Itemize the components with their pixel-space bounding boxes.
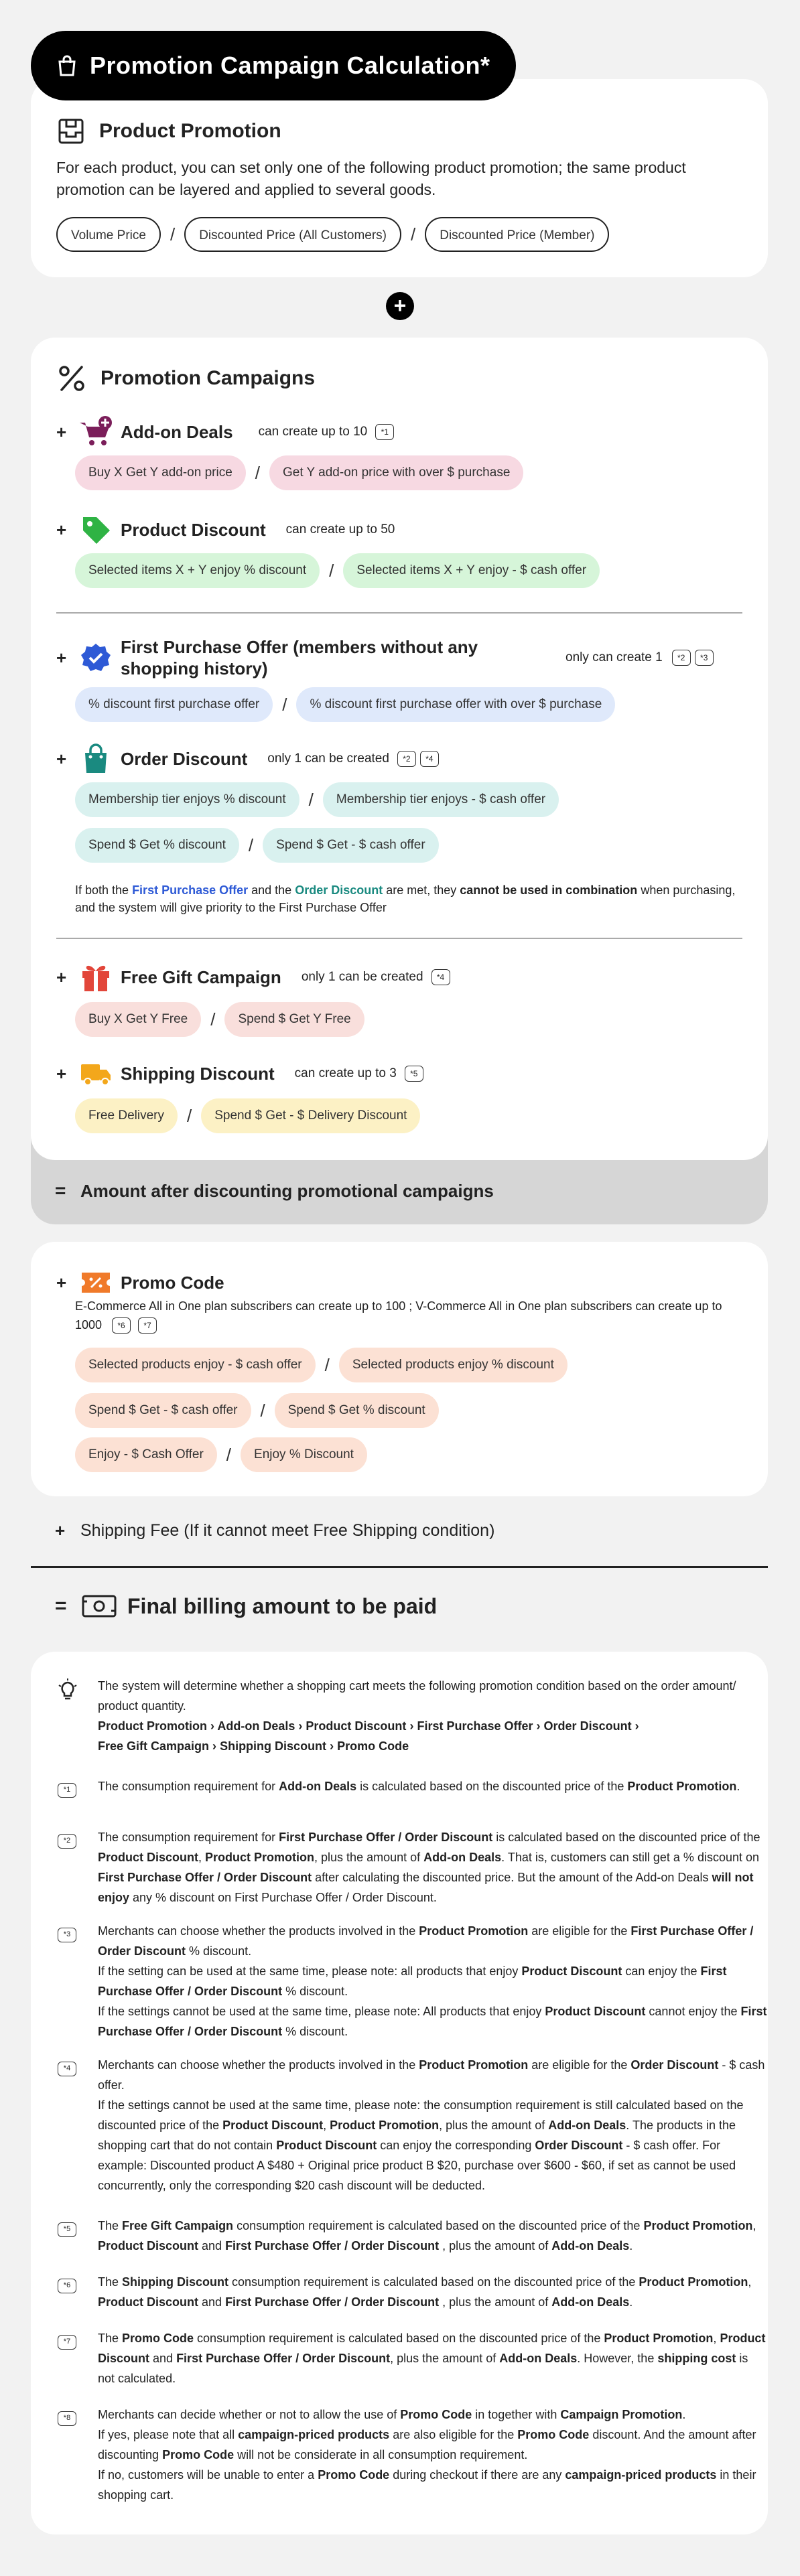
order-discount-limit: only 1 can be created xyxy=(267,752,389,766)
first-purchase-limit: only can create 1 xyxy=(565,650,663,664)
free-gift-option: Buy X Get Y Free xyxy=(75,1002,201,1037)
tag-icon xyxy=(78,513,114,547)
separator: / xyxy=(324,1354,330,1375)
addon-option: Get Y add-on price with over $ purchase xyxy=(269,455,523,490)
page-title: Promotion Campaign Calculation* xyxy=(90,52,490,79)
promo-option: Enjoy - $ Cash Offer xyxy=(75,1437,217,1472)
note-badge: *7 xyxy=(138,1317,157,1334)
separator: / xyxy=(248,835,254,855)
bag-icon xyxy=(55,54,79,78)
notes-intro: The system will determine whether a shopping cart meets the following promotion condition based on the order amount/ product quantity. Product Promotion › Add-on Deals › Product Discount › First Purchase Offer › Order Discount › Free Gift Campaign › Shipping Discount › Promo Code xyxy=(98,1679,736,1753)
divider xyxy=(56,938,742,939)
promo-option: Spend $ Get - $ cash offer xyxy=(75,1393,251,1428)
note-2: The consumption requirement for First Purchase Offer / Order Discount is calculated based on the discounted price of the Product Discount, Product Promotion, plus the amount of Add-on Deals. That is, customers can still get a % discount on First Purchase Offer / Order Discount after calculating the discounted price. But the amount of the Add-on Deals will not enjoy any % discount on First Purchase Offer / Order Discount. xyxy=(98,1831,760,1904)
order-discount-title: Order Discount xyxy=(121,748,248,769)
divider xyxy=(56,612,742,614)
note-badge: *2 xyxy=(58,1834,76,1849)
truck-icon xyxy=(78,1057,114,1090)
product-discount-option: Selected items X + Y enjoy % discount xyxy=(75,553,320,588)
order-discount-option: Membership tier enjoys % discount xyxy=(75,782,299,817)
cart-plus-icon xyxy=(78,415,114,449)
amount-after-label: Amount after discounting promotional campaigns xyxy=(80,1180,494,1201)
promo-code-desc: E-Commerce All in One plan subscribers can create up to 100 ; V-Commerce All in One plan subscribers can create up to 1000 *6 *7 xyxy=(75,1297,752,1334)
plus-sign: + xyxy=(55,1520,66,1541)
note-badge: *3 xyxy=(695,650,714,666)
first-purchase-title: First Purchase Offer (members without any shopping history) xyxy=(121,637,478,678)
separator: / xyxy=(329,560,334,581)
product-promotion-card xyxy=(31,79,768,277)
addon-limit: can create up to 10 xyxy=(258,425,368,439)
separator: / xyxy=(255,462,260,483)
note-1: The consumption requirement for Add-on Deals is calculated based on the discounted price of the Product Promotion. xyxy=(98,1780,740,1793)
separator: / xyxy=(226,1444,232,1465)
verified-badge-icon xyxy=(78,641,114,674)
cash-icon xyxy=(80,1593,118,1620)
product-promotion-title: Product Promotion xyxy=(99,120,281,142)
equals-sign: = xyxy=(55,1180,66,1201)
note-4: Merchants can choose whether the products involved in the Product Promotion are eligible for the Order Discount - $ cash offer. If the settings cannot be used at the same time, please note: the consumption requirement is still calculated based on the discounted price of the Product Discount, Product Promotion, plus the amount of Add-on Deals. The products in the shopping cart that do not contain Product Discount can enjoy the corresponding Order Discount - $ cash offer. For example: Discounted product A $480 + Original price product B $20, purchase over $600 - $60, if set as cannot be used concurrently, only the corresponding $20 cash discount will be deducted. xyxy=(98,2058,765,2192)
first-purchase-option: % discount first purchase offer xyxy=(75,687,273,722)
order-discount-option: Membership tier enjoys - $ cash offer xyxy=(323,782,559,817)
plus-sign: + xyxy=(56,748,67,769)
note-badge: *2 xyxy=(672,650,691,666)
shopping-bag-icon xyxy=(78,742,114,776)
plus-sign: + xyxy=(56,421,67,442)
shipping-option: Free Delivery xyxy=(75,1098,178,1133)
note-badge: *1 xyxy=(58,1783,76,1798)
lightbulb-icon xyxy=(58,1678,78,1705)
combo-note: If both the First Purchase Offer and the Order Discount are met, they cannot be used in combination when purchasing, and the system will give priority to the First Purchase Offer xyxy=(75,883,736,914)
order-discount-option: Spend $ Get % discount xyxy=(75,828,239,863)
separator: / xyxy=(282,694,287,715)
plus-sign: + xyxy=(56,967,67,987)
product-discount-limit: can create up to 50 xyxy=(285,522,395,536)
gift-icon xyxy=(78,960,114,994)
percent-icon xyxy=(56,363,87,394)
promo-option: Selected products enjoy % discount xyxy=(339,1348,568,1382)
separator: / xyxy=(411,224,416,244)
note-badge: *4 xyxy=(431,969,450,985)
separator: / xyxy=(170,224,176,244)
addon-title: Add-on Deals xyxy=(121,421,233,442)
plus-circle-icon: + xyxy=(386,292,414,320)
note-badge: *2 xyxy=(397,751,416,767)
note-badge: *4 xyxy=(58,2062,76,2076)
equals-sign: = xyxy=(55,1595,67,1617)
shipping-fee-label: Shipping Fee (If it cannot meet Free Shipping condition) xyxy=(80,1521,495,1540)
discounted-price-all-option: Discounted Price (All Customers) xyxy=(184,217,401,252)
promo-option: Selected products enjoy - $ cash offer xyxy=(75,1348,316,1382)
product-discount-option: Selected items X + Y enjoy - $ cash offer xyxy=(343,553,600,588)
box-icon xyxy=(56,117,86,146)
promo-option: Enjoy % Discount xyxy=(241,1437,367,1472)
separator: / xyxy=(210,1009,216,1029)
note-3: Merchants can choose whether the products involved in the Product Promotion are eligible for the First Purchase Offer / Order Discount % discount. If the setting can be used at the same time, please note: all products that enjoy Product Discount can enjoy the First Purchase Offer / Order Discount % discount. If the settings cannot be used at the same time, please note: All products that enjoy Product Discount cannot enjoy the First Purchase Offer / Order Discount % discount. xyxy=(98,1924,767,2038)
note-badge: *8 xyxy=(58,2411,76,2426)
header-banner xyxy=(31,31,516,100)
note-badge: *7 xyxy=(58,2335,76,2350)
plus-sign: + xyxy=(56,1063,67,1084)
coupon-icon xyxy=(78,1266,114,1299)
promo-code-title: Promo Code xyxy=(121,1272,224,1293)
note-badge: *6 xyxy=(58,2279,76,2293)
note-6: The Shipping Discount consumption requirement is calculated based on the discounted price of the Product Promotion, Product Discount and First Purchase Offer / Order Discount , plus the amount of Add-on Deals. xyxy=(98,2275,752,2309)
first-purchase-option: % discount first purchase offer with over $ purchase xyxy=(296,687,615,722)
promo-code-card xyxy=(31,1242,768,1496)
note-7: The Promo Code consumption requirement is calculated based on the discounted price of the Product Promotion, Product Discount and First Purchase Offer / Order Discount, plus the amount of Add-on Deals. However, the shipping cost is not calculated. xyxy=(98,2332,766,2385)
shipping-discount-title: Shipping Discount xyxy=(121,1063,275,1084)
separator: / xyxy=(260,1400,265,1421)
volume-price-option: Volume Price xyxy=(56,217,161,252)
note-5: The Free Gift Campaign consumption requirement is calculated based on the discounted price of the Product Promotion, Product Discount and First Purchase Offer / Order Discount , plus the amount of Add-on Deals. xyxy=(98,2219,756,2252)
notes-card xyxy=(31,1652,768,2534)
separator: / xyxy=(308,789,314,810)
divider xyxy=(31,1566,768,1568)
shipping-option: Spend $ Get - $ Delivery Discount xyxy=(201,1098,420,1133)
separator: / xyxy=(186,1105,192,1126)
product-promotion-desc: For each product, you can set only one of the following product promotion; the same product promotion can be layered and applied to several goods. xyxy=(56,159,686,198)
product-discount-title: Product Discount xyxy=(121,519,266,540)
plus-sign: + xyxy=(56,647,67,668)
free-gift-option: Spend $ Get Y Free xyxy=(224,1002,364,1037)
note-8: Merchants can decide whether or not to allow the use of Promo Code in together with Campaign Promotion. If yes, please note that all campaign-priced products are also eligible for the Promo Code discount. And the amount after discounting Promo Code will not be considerate in all consumption requirement. If no, customers will be unable to enter a Promo Code during checkout if there are any campaign-priced products in their shopping cart. xyxy=(98,2408,756,2502)
discounted-price-member-option: Discounted Price (Member) xyxy=(425,217,609,252)
addon-option: Buy X Get Y add-on price xyxy=(75,455,246,490)
note-badge: *5 xyxy=(58,2222,76,2237)
note-badge: *4 xyxy=(420,751,439,767)
plus-sign: + xyxy=(56,519,67,540)
note-badge: *6 xyxy=(112,1317,131,1334)
promo-option: Spend $ Get % discount xyxy=(275,1393,439,1428)
note-badge: *5 xyxy=(405,1066,423,1082)
note-badge: *3 xyxy=(58,1928,76,1942)
promotion-campaigns-card xyxy=(31,338,768,1160)
campaigns-title: Promotion Campaigns xyxy=(101,367,316,389)
shipping-discount-limit: can create up to 3 xyxy=(294,1066,397,1080)
free-gift-limit: only 1 can be created xyxy=(301,970,423,984)
plus-sign: + xyxy=(56,1272,67,1293)
free-gift-title: Free Gift Campaign xyxy=(121,967,281,987)
final-amount-label: Final billing amount to be paid xyxy=(127,1593,438,1618)
order-discount-option: Spend $ Get - $ cash offer xyxy=(263,828,439,863)
note-badge: *1 xyxy=(375,424,394,440)
